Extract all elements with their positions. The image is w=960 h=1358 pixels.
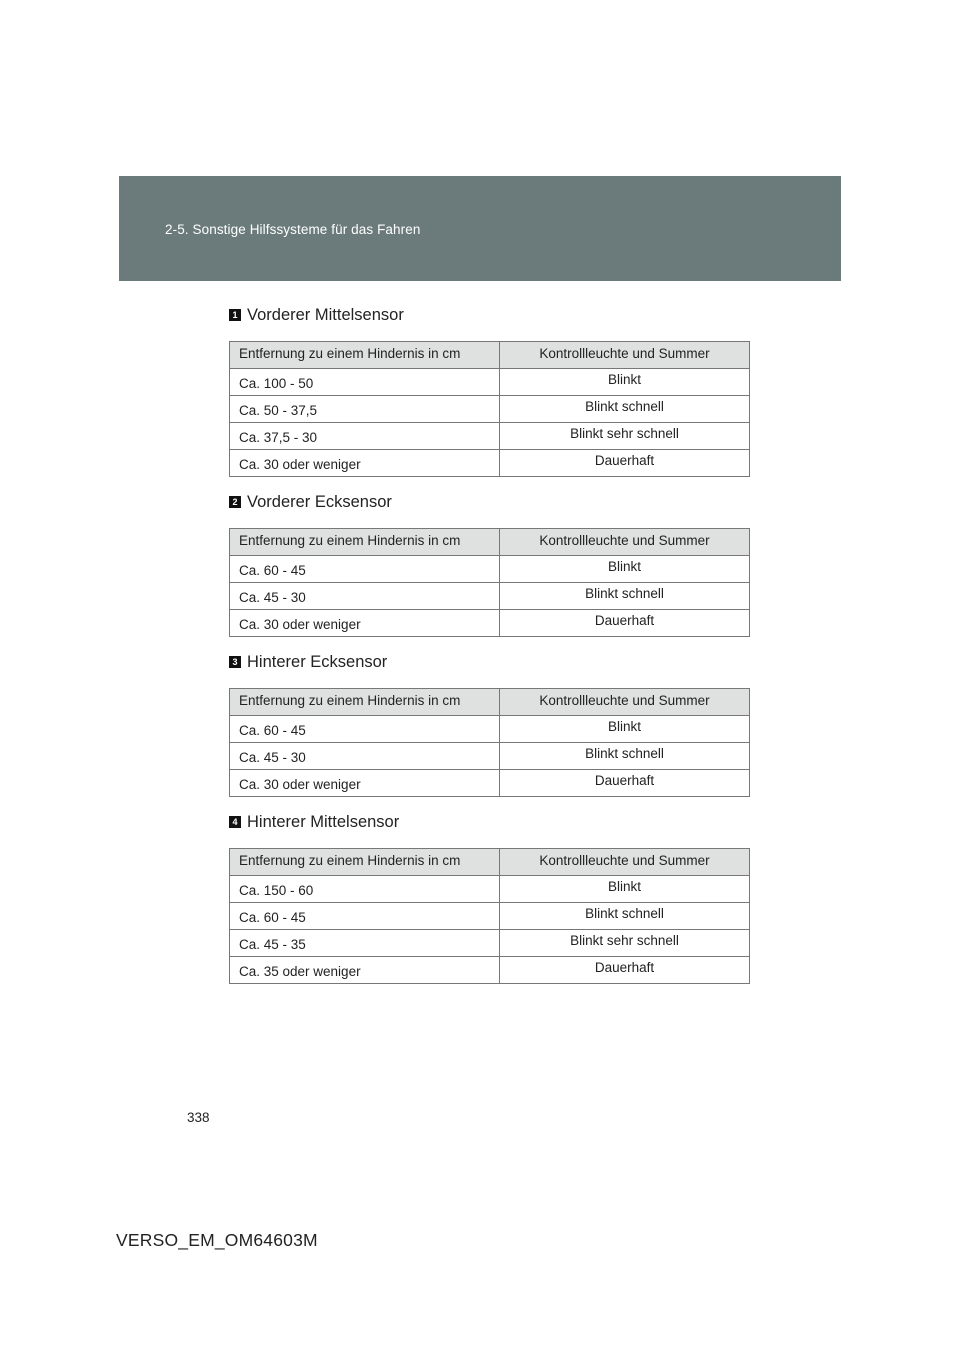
table-header-row	[230, 529, 750, 556]
signal-cell: Blinkt	[500, 369, 750, 396]
document-id: VERSO_EM_OM64603M	[116, 1230, 318, 1250]
distance-cell: Ca. 37,5 - 30	[230, 423, 500, 450]
signal-cell: Blinkt sehr schnell	[500, 423, 750, 450]
distance-cell: Ca. 60 - 45	[230, 716, 500, 743]
sensor-section	[229, 651, 750, 797]
table-row	[230, 396, 750, 423]
column-header: Kontrollleuchte und Summer	[500, 689, 750, 716]
section-number-badge: 4	[229, 816, 241, 828]
section-title: Hinterer Mittelsensor	[247, 812, 400, 831]
column-header: Kontrollleuchte und Summer	[500, 342, 750, 369]
distance-cell: Ca. 60 - 45	[230, 556, 500, 583]
signal-cell: Blinkt	[500, 716, 750, 743]
signal-cell: Blinkt schnell	[500, 743, 750, 770]
section-title: Vorderer Ecksensor	[247, 492, 392, 511]
signal-cell: Dauerhaft	[500, 957, 750, 984]
section-title: Vorderer Mittelsensor	[247, 305, 404, 324]
section-heading	[231, 651, 750, 673]
table-header-row	[230, 849, 750, 876]
section-number-badge: 2	[229, 496, 241, 508]
table-header-row	[230, 342, 750, 369]
column-header: Entfernung zu einem Hindernis in cm	[230, 689, 500, 716]
distance-cell: Ca. 60 - 45	[230, 903, 500, 930]
column-header: Entfernung zu einem Hindernis in cm	[230, 529, 500, 556]
sensor-section	[229, 304, 750, 477]
signal-cell: Dauerhaft	[500, 770, 750, 797]
sensor-table	[229, 848, 750, 984]
distance-cell: Ca. 45 - 30	[230, 583, 500, 610]
section-breadcrumb: 2-5. Sonstige Hilfssysteme für das Fahren	[165, 222, 421, 237]
table-header-row	[230, 689, 750, 716]
table-row	[230, 876, 750, 903]
distance-cell: Ca. 45 - 30	[230, 743, 500, 770]
signal-cell: Dauerhaft	[500, 610, 750, 637]
distance-cell: Ca. 30 oder weniger	[230, 610, 500, 637]
table-row	[230, 556, 750, 583]
signal-cell: Blinkt schnell	[500, 903, 750, 930]
signal-cell: Dauerhaft	[500, 450, 750, 477]
sensor-section	[229, 491, 750, 637]
distance-cell: Ca. 30 oder weniger	[230, 450, 500, 477]
distance-cell: Ca. 150 - 60	[230, 876, 500, 903]
table-row	[230, 450, 750, 477]
signal-cell: Blinkt schnell	[500, 396, 750, 423]
sensor-section	[229, 811, 750, 984]
table-row	[230, 770, 750, 797]
distance-cell: Ca. 50 - 37,5	[230, 396, 500, 423]
signal-cell: Blinkt	[500, 876, 750, 903]
table-row	[230, 369, 750, 396]
table-row	[230, 903, 750, 930]
sensor-table	[229, 528, 750, 637]
distance-cell: Ca. 45 - 35	[230, 930, 500, 957]
distance-cell: Ca. 30 oder weniger	[230, 770, 500, 797]
page-number: 338	[187, 1110, 210, 1125]
column-header: Entfernung zu einem Hindernis in cm	[230, 849, 500, 876]
distance-cell: Ca. 35 oder weniger	[230, 957, 500, 984]
sensor-table	[229, 688, 750, 797]
table-row	[230, 583, 750, 610]
table-row	[230, 930, 750, 957]
column-header: Kontrollleuchte und Summer	[500, 849, 750, 876]
section-heading	[231, 491, 750, 513]
section-number-badge: 1	[229, 309, 241, 321]
section-title: Hinterer Ecksensor	[247, 652, 388, 671]
section-heading	[231, 304, 750, 326]
section-heading	[231, 811, 750, 833]
signal-cell: Blinkt	[500, 556, 750, 583]
table-row	[230, 423, 750, 450]
table-row	[230, 716, 750, 743]
section-number-badge: 3	[229, 656, 241, 668]
table-row	[230, 610, 750, 637]
distance-cell: Ca. 100 - 50	[230, 369, 500, 396]
table-row	[230, 957, 750, 984]
column-header: Kontrollleuchte und Summer	[500, 529, 750, 556]
header-band	[119, 176, 841, 281]
sensor-table	[229, 341, 750, 477]
column-header: Entfernung zu einem Hindernis in cm	[230, 342, 500, 369]
signal-cell: Blinkt sehr schnell	[500, 930, 750, 957]
signal-cell: Blinkt schnell	[500, 583, 750, 610]
table-row	[230, 743, 750, 770]
